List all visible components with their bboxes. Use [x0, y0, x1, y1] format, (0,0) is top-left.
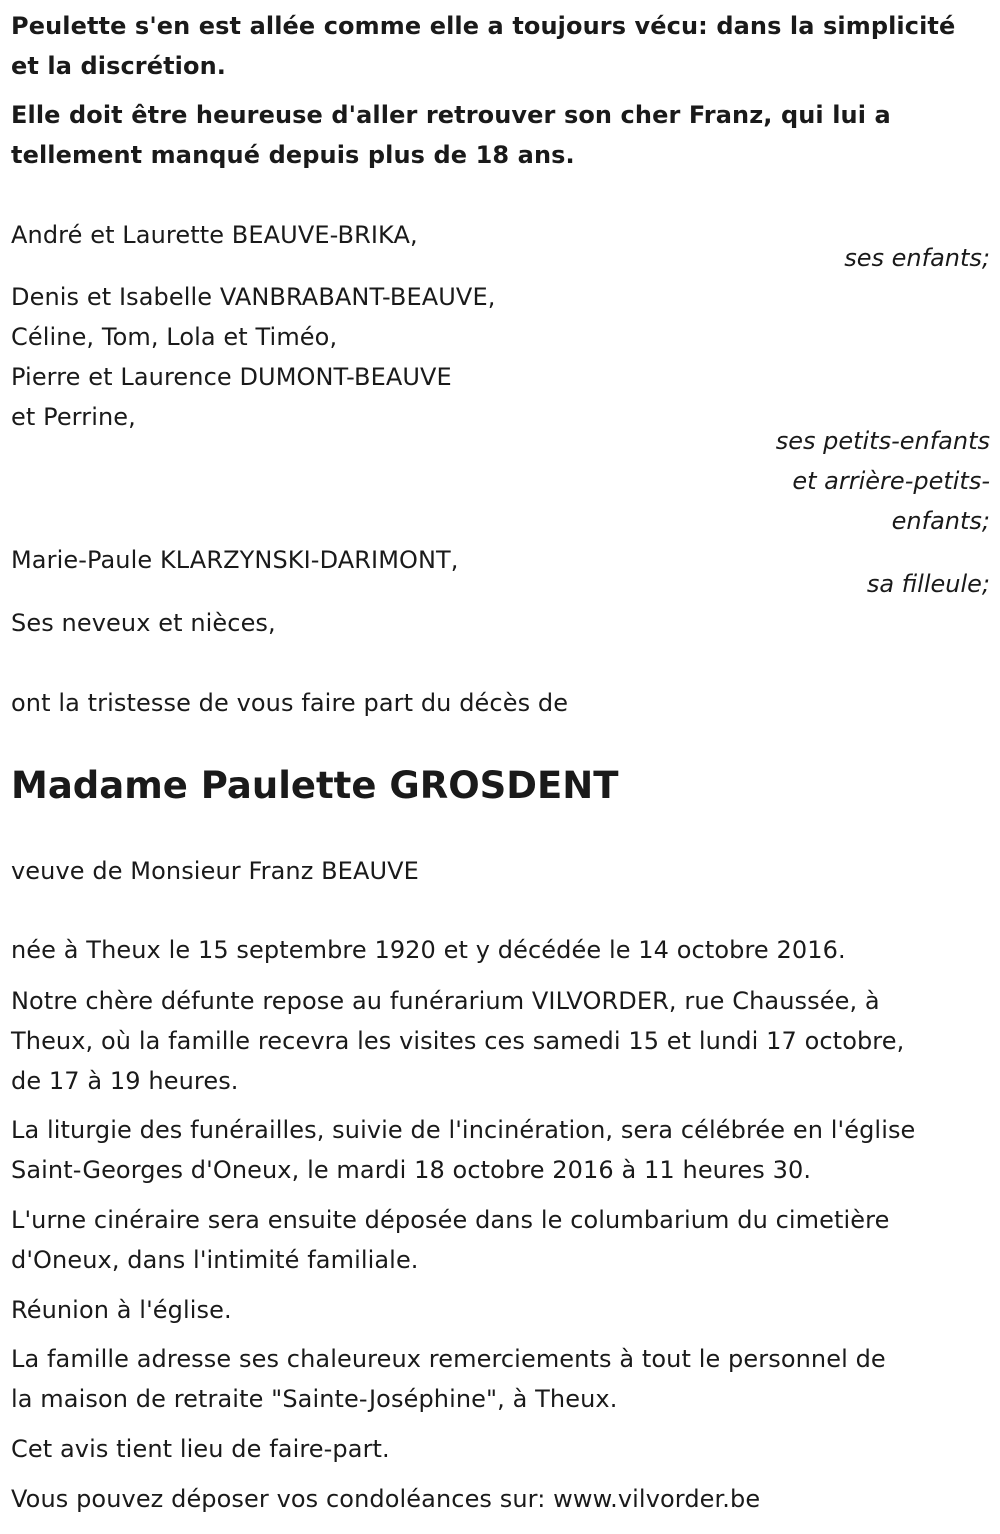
nephews-nieces: Ses neveux et nièces, [11, 609, 276, 637]
reunion: Réunion à l'église. [11, 1296, 232, 1324]
thanks-line-1: La famille adresse ses chaleureux remerciements à tout le personnel de [11, 1345, 886, 1373]
widow-of: veuve de Monsieur Franz BEAUVE [11, 857, 419, 885]
announcement: ont la tristesse de vous faire part du décès de [11, 689, 569, 717]
birth-death: née à Theux le 15 septembre 1920 et y décédée le 14 octobre 2016. [11, 936, 846, 964]
godchild-name: Marie-Paule KLARZYNSKI-DARIMONT, [11, 546, 459, 574]
thanks-line-2: la maison de retraite "Sainte-Joséphine", à Theux. [11, 1385, 618, 1413]
godchild-role: sa filleule; [866, 570, 990, 598]
rest-line-1: Notre chère défunte repose au funérarium VILVORDER, rue Chaussée, à [11, 987, 880, 1015]
grandchildren-line-1: Denis et Isabelle VANBRABANT-BEAUVE, [11, 283, 496, 311]
children-role: ses enfants; [844, 244, 990, 272]
grandchildren-role-1: ses petits-enfants [775, 427, 990, 455]
intro-line-1: Peulette s'en est allée comme elle a toujours vécu: dans la simplicité [11, 12, 956, 40]
intro-line-4: tellement manqué depuis plus de 18 ans. [11, 141, 575, 169]
rest-line-3: de 17 à 19 heures. [11, 1067, 239, 1095]
intro-line-2: et la discrétion. [11, 52, 227, 80]
intro-line-3: Elle doit être heureuse d'aller retrouver son cher Franz, qui lui a [11, 101, 891, 129]
condolences: Vous pouvez déposer vos condoléances sur: www.vilvorder.be [11, 1485, 761, 1513]
grandchildren-line-3: Pierre et Laurence DUMONT-BEAUVE [11, 363, 452, 391]
urn-line-1: L'urne cinéraire sera ensuite déposée dans le columbarium du cimetière [11, 1206, 890, 1234]
notice: Cet avis tient lieu de faire-part. [11, 1435, 390, 1463]
grandchildren-role-2: et arrière-petits- [792, 467, 990, 495]
grandchildren-role-3: enfants; [891, 507, 990, 535]
deceased-name: Madame Paulette GROSDENT [11, 764, 619, 807]
grandchildren-line-2: Céline, Tom, Lola et Timéo, [11, 323, 338, 351]
rest-line-2: Theux, où la famille recevra les visites ces samedi 15 et lundi 17 octobre, [11, 1027, 905, 1055]
urn-line-2: d'Oneux, dans l'intimité familiale. [11, 1246, 419, 1274]
liturgy-line-2: Saint-Georges d'Oneux, le mardi 18 octobre 2016 à 11 heures 30. [11, 1156, 812, 1184]
children-names: André et Laurette BEAUVE-BRIKA, [11, 221, 418, 249]
liturgy-line-1: La liturgie des funérailles, suivie de l'incinération, sera célébrée en l'église [11, 1116, 916, 1144]
grandchildren-line-4: et Perrine, [11, 403, 136, 431]
